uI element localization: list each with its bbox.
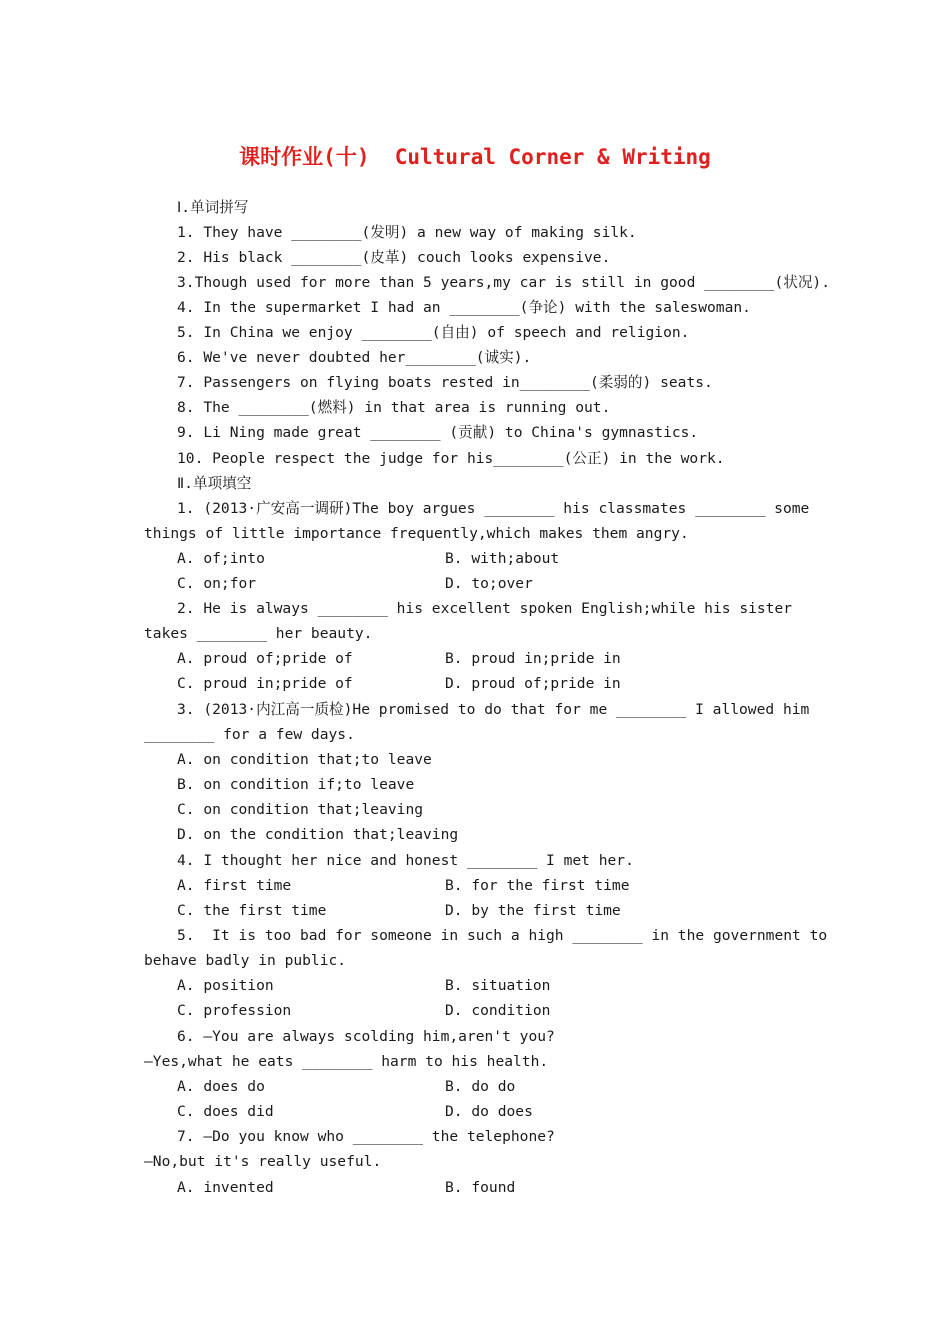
question-3-option-d: D. on the condition that;leaving xyxy=(177,826,459,843)
spelling-item-1: 1. They have ________(发明) a new way of making silk. xyxy=(177,224,637,241)
question-5-option-a: A. position xyxy=(177,977,274,994)
question-7-option-b: B. found xyxy=(445,1179,516,1196)
spelling-item-6: 6. We've never doubted her________(诚实). xyxy=(177,349,532,366)
spelling-item-2: 2. His black ________(皮革) couch looks expensive. xyxy=(177,249,611,266)
spelling-item-8: 8. The ________(燃料) in that area is running out. xyxy=(177,399,611,416)
question-2-option-b: B. proud in;pride in xyxy=(445,650,621,667)
question-1-line-2: things of little importance frequently,which makes them angry. xyxy=(144,525,689,542)
question-6-option-a: A. does do xyxy=(177,1078,265,1095)
question-2-option-d: D. proud of;pride in xyxy=(445,675,621,692)
spelling-item-4: 4. In the supermarket I had an ________(争论) with the saleswoman. xyxy=(177,299,751,316)
question-5-option-b: B. situation xyxy=(445,977,551,994)
question-4-option-b: B. for the first time xyxy=(445,877,630,894)
question-7-line-2: —No,but it's really useful. xyxy=(144,1153,382,1170)
section-heading-choice: Ⅱ.单项填空 xyxy=(177,475,252,492)
question-2-option-c: C. proud in;pride of xyxy=(177,675,353,692)
question-4-line-1: 4. I thought her nice and honest ________ I met her. xyxy=(177,852,634,869)
question-2-line-2: takes ________ her beauty. xyxy=(144,625,373,642)
question-1-option-c: C. on;for xyxy=(177,575,257,592)
question-5-option-d: D. condition xyxy=(445,1002,551,1019)
question-7-option-a: A. invented xyxy=(177,1179,274,1196)
question-1-line-1: 1. (2013·广安高一调研)The boy argues ________ his classmates ________ some xyxy=(177,500,810,517)
question-5-line-1: 5. It is too bad for someone in such a high ________ in the government to xyxy=(177,927,828,944)
section-heading-spelling: Ⅰ.单词拼写 xyxy=(177,199,249,216)
question-3-option-b: B. on condition if;to leave xyxy=(177,776,415,793)
question-4-option-c: C. the first time xyxy=(177,902,327,919)
question-2-option-a: A. proud of;pride of xyxy=(177,650,353,667)
question-2-line-1: 2. He is always ________ his excellent spoken English;while his sister xyxy=(177,600,793,617)
spelling-item-9: 9. Li Ning made great ________ (贡献) to China's gymnastics. xyxy=(177,424,699,441)
question-5-option-c: C. profession xyxy=(177,1002,292,1019)
question-4-option-d: D. by the first time xyxy=(445,902,621,919)
question-3-line-1: 3. (2013·内江高一质检)He promised to do that for me ________ I allowed him xyxy=(177,701,810,718)
question-6-line-2: —Yes,what he eats ________ harm to his health. xyxy=(144,1053,549,1070)
spelling-item-10: 10. People respect the judge for his________(公正) in the work. xyxy=(177,450,725,467)
question-3-option-a: A. on condition that;to leave xyxy=(177,751,432,768)
question-7-line-1: 7. —Do you know who ________ the telephone? xyxy=(177,1128,555,1145)
question-1-option-a: A. of;into xyxy=(177,550,265,567)
question-1-option-b: B. with;about xyxy=(445,550,560,567)
spelling-item-5: 5. In China we enjoy ________(自由) of speech and religion. xyxy=(177,324,690,341)
question-3-line-2: ________ for a few days. xyxy=(144,726,355,743)
question-6-option-b: B. do do xyxy=(445,1078,516,1095)
question-6-option-c: C. does did xyxy=(177,1103,274,1120)
question-6-line-1: 6. —You are always scolding him,aren't you? xyxy=(177,1028,555,1045)
page-title: 课时作业(十) Cultural Corner & Writing xyxy=(239,145,711,169)
spelling-item-3: 3.Though used for more than 5 years,my car is still in good ________(状况). xyxy=(177,274,831,291)
spelling-item-7: 7. Passengers on flying boats rested in________(柔弱的) seats. xyxy=(177,374,713,391)
question-3-option-c: C. on condition that;leaving xyxy=(177,801,424,818)
question-1-option-d: D. to;over xyxy=(445,575,533,592)
question-5-line-2: behave badly in public. xyxy=(144,952,347,969)
question-6-option-d: D. do does xyxy=(445,1103,533,1120)
question-4-option-a: A. first time xyxy=(177,877,292,894)
